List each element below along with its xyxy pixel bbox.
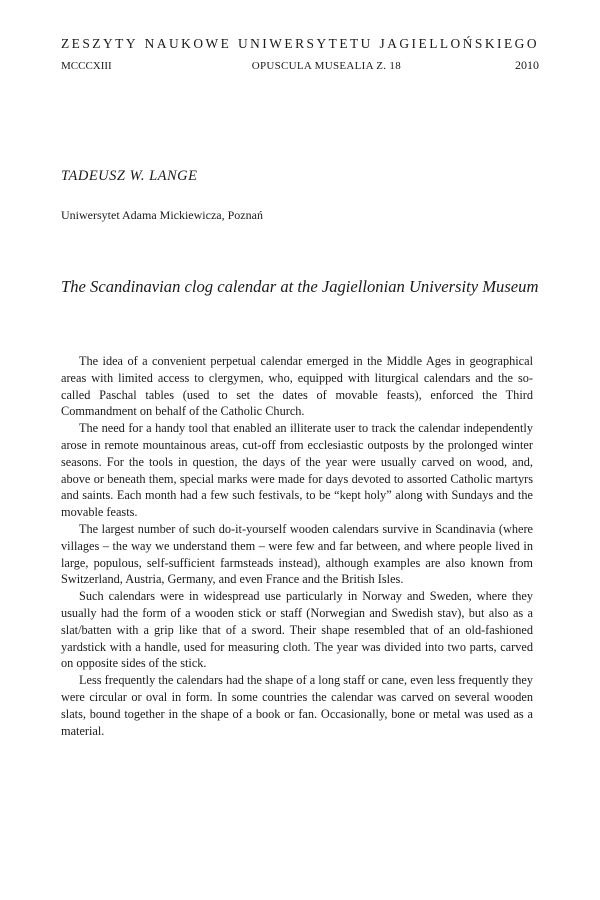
- body-paragraph: The largest number of such do-it-yourself wooden calendars survive in Scandinavia (where villages – the way we understand them – were few and far between, and where people lived in large, populous, self-sufficient farmsteads instead), although examples are also known from Switzerland, Austria, Germany, and even France and the British Isles.: [61, 521, 533, 587]
- journal-title-word: ZESZYTY: [61, 36, 139, 51]
- publication-year: 2010: [514, 58, 539, 72]
- article-title: The Scandinavian clog calendar at the Jagiellonian University Museum: [61, 277, 539, 296]
- body-paragraph: Such calendars were in widespread use particularly in Norway and Sweden, where they usually had the form of a wooden stick or staff (Norwegian and Swedish stav), but also as a slat/batten with a grip like that of a sword. Their shape resembled that of an old-fashioned yardstick with a handle, used for measuring cloth. The year was divided into two parts, carved on opposite sides of the stick.: [61, 589, 533, 671]
- series-name: OPUSCULA MUSEALIA Z. 18: [251, 60, 402, 72]
- issue-number: MCCCXIII: [61, 60, 112, 72]
- body-paragraph: The need for a handy tool that enabled an illiterate user to track the calendar independently arose in remote mountainous areas, cut-off from ecclesiastic outposts by the prolonged winter seasons. For the tools in question, the days of the year were usually carved on wood, and, above or beneath them, special marks were made for days devoted to assorted Catholic martyrs and saints. Each month had a few such festivals, to be “kept holy” along with Sundays and the movable feasts.: [61, 421, 533, 520]
- body-paragraph: Less frequently the calendars had the shape of a long staff or cane, even less frequently they were circular or oval in form. In some countries the calendar was carved on several wooden slats, bound together in the shape of a book or fan. Occasionally, bone or metal was used as a material.: [61, 673, 533, 738]
- journal-title-word: JAGIELLOŃSKIEGO: [379, 36, 539, 51]
- journal-meta-row: [61, 58, 539, 73]
- journal-title: [61, 36, 539, 52]
- author-affiliation: Uniwersytet Adama Mickiewicza, Poznań: [61, 208, 263, 222]
- body-paragraph: The idea of a convenient perpetual calendar emerged in the Middle Ages in geographical areas with limited access to clergymen, who, equipped with liturgical calendars and the so-called Paschal tables (used to set the dates of movable feasts), enforced the Third Commandment on behalf of the Catholic Church.: [61, 354, 533, 419]
- article-body: [61, 353, 533, 739]
- journal-title-word: UNIWERSYTETU: [237, 36, 373, 51]
- journal-title-word: NAUKOWE: [144, 36, 232, 51]
- author-name: TADEUSZ W. LANGE: [61, 168, 198, 184]
